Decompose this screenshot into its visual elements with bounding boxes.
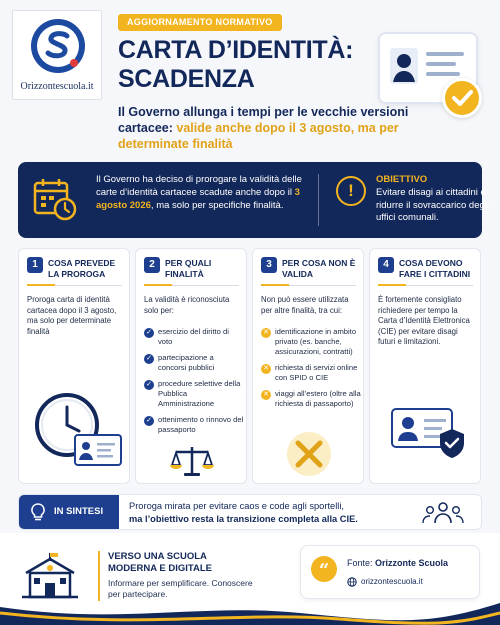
scales-icon: [136, 443, 248, 479]
people-icon: [421, 501, 465, 525]
step-number: 4: [378, 257, 394, 273]
subtitle-highlight: valide anche dopo il 3 agosto, ma per determinate finalità: [118, 121, 399, 151]
banner-text: [96, 173, 306, 212]
logo-s-icon: [29, 17, 87, 75]
source-box: [300, 545, 480, 599]
list-item-text: identificazione in ambito privato (es. banche, assicurazioni, contratti): [275, 327, 357, 356]
banner-date: 3 agosto 2026: [96, 187, 300, 211]
allowed-list: [144, 327, 244, 441]
list-item: [144, 327, 244, 347]
check-icon: ✓: [144, 354, 154, 364]
list-item: [261, 389, 361, 409]
subtitle-text: Il Governo allunga i tempi per le vecchie versioni cartacee:: [118, 105, 409, 135]
list-item-text: partecipazione a concorsi pubblici: [158, 353, 215, 372]
school-icon: [20, 551, 80, 601]
column-body: È fortemente consigliato richiedere per tempo la Carta d’Identità Elettronica (CIE) per evitare disagi futuri e limitazioni.: [378, 295, 470, 346]
check-icon: ✓: [144, 380, 154, 390]
divider-accent: [261, 284, 289, 286]
list-item-text: viaggi all’estero (oltre alla richiesta di passaporto): [275, 389, 361, 408]
x-mark-icon: ✕: [261, 390, 271, 400]
footer: [0, 533, 500, 625]
step-number: 1: [27, 257, 43, 273]
excluded-list: [261, 327, 361, 415]
banner-text-part2: , ma solo per specifiche finalità.: [150, 200, 284, 211]
column-intro: La validità è riconosciuta solo per:: [144, 295, 230, 315]
divider-accent: [27, 284, 55, 286]
summary-line-1: Proroga mirata per evitare caos e code agli sportelli,: [129, 501, 344, 511]
quote-icon: “: [311, 556, 337, 582]
x-mark-icon: ✕: [261, 328, 271, 338]
column-finalita: [135, 248, 247, 484]
column-body: Proroga carta di identità cartacea dopo il 3 agosto, ma solo per determinate finalità: [27, 295, 117, 336]
list-item-text: procedure selettive della Pubblica Amministrazione: [158, 379, 241, 408]
brand-logo[interactable]: [12, 10, 102, 100]
source-label: [347, 558, 448, 568]
banner-text-part1: Il Governo ha deciso di prorogare la validità delle carte d’identità cartacee scadute anche dopo il: [96, 174, 302, 198]
banner-divider: [318, 174, 319, 226]
list-item: [261, 327, 361, 357]
column-title: PER COSA NON È VALIDA: [282, 258, 356, 279]
category-tag: AGGIORNAMENTO NORMATIVO: [118, 14, 282, 31]
summary-tag: [19, 495, 119, 529]
footer-subtitle: Informare per semplificare. Conoscere per partecipare.: [108, 578, 253, 599]
list-item-text: richiesta di servizi online con SPID o CIE: [275, 363, 358, 382]
list-item-text: esercizio del diritto di voto: [158, 327, 229, 346]
id-card-icon: [75, 435, 121, 465]
warning-icon: !: [336, 176, 366, 206]
list-item: [144, 353, 244, 373]
step-number: 2: [144, 257, 160, 273]
column-proroga: [18, 248, 130, 484]
intro-banner: [18, 162, 489, 238]
source-prefix: Fonte:: [347, 558, 376, 568]
logo-text: Orizzontescuola.it: [20, 81, 94, 92]
shield-check-icon: [370, 395, 482, 465]
column-title: PER QUALI FINALITÀ: [165, 258, 212, 279]
column-cittadini: [369, 248, 481, 484]
divider-accent: [378, 284, 406, 286]
summary-bar: [18, 494, 482, 530]
check-icon: ✓: [144, 328, 154, 338]
footer-divider: [98, 551, 100, 601]
source-link[interactable]: orizzontescuola.it: [361, 577, 423, 586]
page-title: CARTA D’IDENTITÀ: SCADENZA: [118, 36, 354, 93]
source-name: Orizzonte Scuola: [375, 558, 449, 568]
column-intro: Non può essere utilizzata per altre finalità, tra cui:: [261, 295, 349, 315]
divider-accent: [144, 284, 172, 286]
step-number: 3: [261, 257, 277, 273]
list-item: [261, 363, 361, 383]
x-mark-icon: ✕: [261, 364, 271, 374]
clock-icon: [19, 383, 131, 473]
objective-text: Evitare disagi ai cittadini e ridurre il sovraccarico degli uffici comunali.: [376, 187, 489, 223]
summary-label: IN SINTESI: [54, 506, 104, 517]
footer-title: VERSO UNA SCUOLA MODERNA E DIGITALE: [108, 551, 212, 574]
calendar-clock-icon: [32, 176, 78, 222]
check-badge-icon: [442, 78, 482, 118]
summary-line-2: ma l’obiettivo resta la transizione completa alla CIE.: [129, 514, 358, 524]
list-item-text: ottenimento o rinnovo del passaporto: [158, 415, 244, 434]
column-title: COSA DEVONO FARE I CITTADINI: [399, 258, 471, 279]
list-item: [144, 415, 244, 435]
column-title: COSA PREVEDE LA PROROGA: [48, 258, 116, 279]
objective-title: OBIETTIVO: [376, 174, 428, 185]
check-icon: ✓: [144, 416, 154, 426]
x-mark-icon: [253, 429, 365, 479]
page-subtitle: [118, 104, 418, 152]
bulb-icon: [28, 502, 48, 522]
list-item: [144, 379, 244, 409]
globe-icon: [347, 577, 357, 587]
column-non-valida: [252, 248, 364, 484]
